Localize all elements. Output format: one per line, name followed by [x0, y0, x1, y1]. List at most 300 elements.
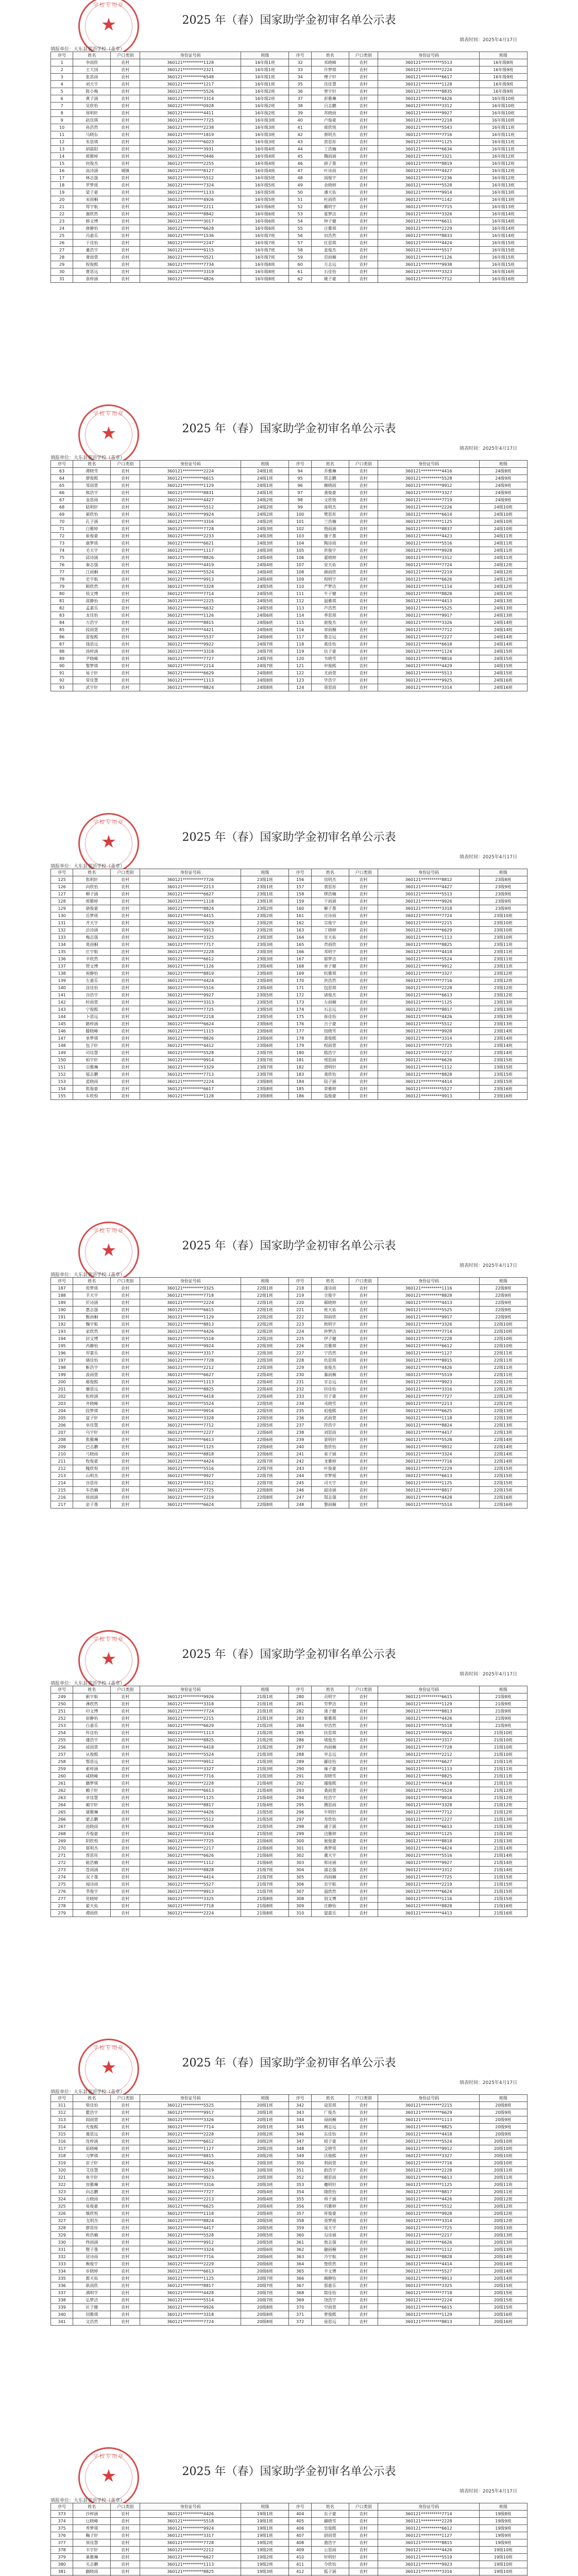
table-cell: 胡晨阳: [73, 146, 111, 153]
table-cell: 360121**********4423: [378, 533, 479, 540]
table-cell: 360121**********5512: [140, 504, 241, 511]
table-cell: 360121**********6628: [140, 225, 241, 232]
table-cell: 朱思琪: [73, 139, 111, 146]
table-cell: 农村: [349, 1357, 378, 1364]
table-row: [51, 2547, 528, 2554]
table-cell: 任思琪: [311, 240, 349, 247]
table-cell: 农村: [111, 1307, 140, 1314]
table-cell: 16年级13班: [479, 189, 527, 196]
table-cell: 263: [51, 1794, 73, 1802]
table-cell: 22级11班: [479, 1350, 527, 1357]
fill-date: 填表时间：2025年4月17日: [459, 38, 517, 43]
table-cell: 360121**********4427: [378, 167, 479, 175]
table-row: [51, 905, 528, 912]
table-row: [51, 1693, 528, 1701]
table-cell: 16年级8班: [479, 59, 527, 66]
table-row: [51, 619, 528, 626]
table-row: [51, 1299, 528, 1307]
table-cell: 农村: [349, 74, 378, 81]
table-cell: 49: [289, 182, 311, 189]
table-cell: 360121**********8813: [378, 2318, 479, 2326]
table-cell: 东佳怡: [311, 2131, 349, 2138]
table-cell: 360121**********7725: [140, 117, 241, 124]
table-cell: 16年级12班: [479, 160, 527, 167]
table-cell: 236: [289, 1415, 311, 1422]
table-cell: 农村: [349, 1910, 378, 1917]
table-cell: 农村: [111, 2116, 140, 2124]
table-cell: 23级10班: [479, 912, 527, 920]
column-header: 户口类别: [349, 1686, 378, 1693]
table-cell: 360121**********8828: [378, 2253, 479, 2261]
table-cell: 农村: [111, 518, 140, 526]
table-cell: 农村: [349, 2109, 378, 2116]
table-cell: 360121**********2224: [378, 2297, 479, 2304]
table-cell: 16年级7班: [241, 247, 289, 254]
table-cell: 22级7班: [241, 1458, 289, 1465]
table-cell: 184: [289, 1078, 311, 1086]
column-header: 姓名: [73, 1686, 111, 1693]
table-cell: 360121**********5524: [378, 956, 479, 963]
table-cell: 254: [51, 1730, 73, 1737]
table-cell: 87: [51, 641, 73, 648]
table-cell: 韦晓雪: [311, 655, 349, 663]
table-cell: 360121**********4415: [140, 912, 241, 920]
table-cell: 崔俊豪: [73, 533, 111, 540]
table-cell: 农村: [349, 204, 378, 211]
table-cell: 24级6班: [241, 612, 289, 619]
table-row: [51, 1903, 528, 1910]
table-cell: 农村: [349, 1386, 378, 1393]
table-cell: 282: [289, 1708, 311, 1715]
table-row: [51, 497, 528, 504]
table-cell: 16年级4班: [241, 146, 289, 153]
table-cell: 360121**********1112: [378, 1064, 479, 1071]
table-cell: 183: [289, 1071, 311, 1078]
table-row: [51, 74, 528, 81]
table-cell: 16年级7班: [241, 232, 289, 240]
table-row: [51, 605, 528, 612]
table-cell: 291: [289, 1773, 311, 1780]
table-cell: 23级14班: [479, 1049, 527, 1057]
table-cell: 农村: [349, 518, 378, 526]
table-cell: 202: [51, 1393, 73, 1400]
table-row: [51, 2189, 528, 2196]
table-cell: 农村: [111, 1903, 140, 1910]
table-cell: 406: [289, 2525, 311, 2532]
table-cell: 厍俊豪: [311, 2210, 349, 2217]
table-row: [51, 992, 528, 999]
table-cell: 24级5班: [241, 583, 289, 590]
table-cell: 居诗雨: [73, 2253, 111, 2261]
table-cell: 24级2班: [241, 504, 289, 511]
table-cell: 73: [51, 540, 73, 547]
table-cell: 邢思雨: [311, 1057, 349, 1064]
table-cell: 234: [289, 1400, 311, 1408]
table-cell: 360121**********1117: [140, 547, 241, 554]
table-cell: 16年级6班: [241, 225, 289, 232]
table-cell: 翟天佑: [73, 1903, 111, 1910]
table-cell: 360121**********3326: [378, 619, 479, 626]
table-cell: 360121**********1113: [140, 1730, 241, 1737]
table-cell: 360121**********3313: [140, 999, 241, 1006]
table-cell: 289: [289, 1758, 311, 1766]
table-cell: 农村: [349, 1371, 378, 1379]
table-cell: 21级1班: [241, 1708, 289, 1715]
table-cell: 24级3班: [241, 533, 289, 540]
table-cell: 237: [289, 1422, 311, 1429]
table-cell: 农村: [111, 1852, 140, 1859]
table-row: [51, 103, 528, 110]
table-cell: 24级5班: [241, 590, 289, 598]
table-cell: 16年级15班: [479, 254, 527, 261]
table-cell: 253: [51, 1722, 73, 1730]
table-cell: 糜思远: [73, 1386, 111, 1393]
page-title: 2025 年（春）国家助学金初审名单公示表: [182, 1648, 396, 1661]
table-cell: 农村: [349, 240, 378, 247]
table-cell: 360121**********9913: [378, 2275, 479, 2282]
table-cell: 380: [51, 2561, 73, 2568]
table-cell: 32: [289, 59, 311, 66]
table-cell: 农村: [349, 1415, 378, 1422]
table-row: [51, 2153, 528, 2160]
table-cell: 农村: [349, 1881, 378, 1888]
table-row: [51, 1751, 528, 1758]
table-row: [51, 634, 528, 641]
table-cell: 360121**********8825: [140, 1737, 241, 1744]
table-row: [51, 1816, 528, 1823]
table-cell: 308: [289, 1895, 311, 1903]
table-cell: 尉雨萱: [311, 2532, 349, 2539]
table-row: [51, 1794, 528, 1802]
table-cell: 农村: [349, 139, 378, 146]
table-cell: 农村: [349, 1693, 378, 1701]
table-cell: 农村: [111, 2145, 140, 2153]
table-cell: 16年级1班: [241, 59, 289, 66]
table-cell: 农村: [111, 2532, 140, 2539]
table-row: [51, 2511, 528, 2518]
table-cell: 丁浩楠: [311, 146, 349, 153]
table-cell: 360121**********4414: [140, 1874, 241, 1881]
table-cell: 223: [289, 1321, 311, 1328]
table-cell: 巩雅婷: [311, 2203, 349, 2210]
table-cell: 农村: [349, 970, 378, 977]
table-cell: 令欣怡: [311, 2561, 349, 2568]
table-cell: 20级2班: [241, 2145, 289, 2153]
table-cell: 农村: [111, 88, 140, 95]
table-cell: 24级14班: [479, 634, 527, 641]
table-cell: 农村: [349, 247, 378, 254]
table-cell: 22: [51, 211, 73, 218]
table-cell: 22级9班: [479, 1314, 527, 1321]
table-cell: 21级12班: [479, 1809, 527, 1816]
table-cell: 360121**********1125: [378, 999, 479, 1006]
table-cell: 农村: [111, 489, 140, 497]
table-cell: 车欣悦: [73, 1093, 111, 1100]
table-cell: 20级4班: [241, 2210, 289, 2217]
table-cell: 360121**********1133: [140, 189, 241, 196]
table-cell: 192: [51, 1321, 73, 1328]
table-cell: 农村: [349, 2174, 378, 2181]
table-cell: 农村: [349, 2116, 378, 2124]
table-cell: 56: [289, 232, 311, 240]
table-cell: 360121**********7724: [140, 2318, 241, 2326]
table-cell: 16年级10班: [479, 117, 527, 124]
table-cell: 24级4班: [241, 554, 289, 562]
table-cell: 360121**********5543: [378, 124, 479, 131]
table-cell: 360121**********6613: [378, 2174, 479, 2181]
table-cell: 蒙志鹏: [73, 1816, 111, 1823]
table-cell: 360121**********5518: [378, 1722, 479, 1730]
table-cell: 360121**********6611: [378, 218, 479, 225]
table-cell: 113: [289, 605, 311, 612]
table-cell: 石佳怡: [311, 268, 349, 276]
table-cell: 374: [51, 2518, 73, 2525]
table-cell: 360121**********2224: [378, 66, 479, 74]
table-cell: 357: [289, 2210, 311, 2217]
table-cell: 24级12班: [479, 583, 527, 590]
table-cell: 21级12班: [479, 1794, 527, 1802]
grant-table: [50, 2094, 528, 2326]
table-cell: 16年级7班: [241, 240, 289, 247]
table-cell: 陈小梅: [73, 88, 111, 95]
table-cell: 农村: [111, 898, 140, 905]
table-cell: 375: [51, 2525, 73, 2532]
table-cell: 农村: [111, 912, 140, 920]
table-row: [51, 1888, 528, 1895]
table-cell: 郁明杰: [73, 1845, 111, 1852]
table-cell: 8: [51, 110, 73, 117]
table-cell: 191: [51, 1314, 73, 1321]
table-row: [51, 1379, 528, 1386]
table-cell: 农村: [111, 211, 140, 218]
table-cell: 农村: [111, 1451, 140, 1458]
table-cell: 满明宇: [73, 2290, 111, 2297]
table-cell: 190: [51, 1307, 73, 1314]
table-cell: 360121**********8815: [378, 1357, 479, 1364]
table-cell: 农村: [349, 1444, 378, 1451]
table-cell: 魏雨涵: [311, 153, 349, 160]
table-cell: 苍雨涵: [73, 1867, 111, 1874]
table-row: [51, 2217, 528, 2225]
table-cell: 319: [51, 2160, 73, 2167]
table-row: [51, 2138, 528, 2145]
table-cell: 405: [289, 2518, 311, 2525]
table-cell: 23级16班: [479, 1086, 527, 1093]
table-cell: 360121**********8828: [378, 590, 479, 598]
table-cell: 340: [51, 2311, 73, 2318]
table-cell: 108: [289, 569, 311, 576]
table-cell: 16年级9班: [479, 74, 527, 81]
table-cell: 16年级14班: [479, 232, 527, 240]
table-cell: 农村: [349, 547, 378, 554]
table-cell: 农村: [349, 941, 378, 948]
table-cell: 112: [289, 598, 311, 605]
table-cell: 邓晓峰: [311, 59, 349, 66]
table-cell: 215: [51, 1487, 73, 1494]
table-cell: 245: [289, 1480, 311, 1487]
table-cell: 鲁志远: [311, 634, 349, 641]
table-cell: 农村: [349, 2167, 378, 2174]
table-cell: 186: [289, 1093, 311, 1100]
table-cell: 倪明宇: [311, 576, 349, 583]
table-cell: 沿诗涵: [73, 927, 111, 934]
table-cell: 21级12班: [479, 1787, 527, 1794]
table-cell: 235: [289, 1408, 311, 1415]
table-cell: 369: [289, 2297, 311, 2304]
table-cell: 劳梦洁: [311, 1701, 349, 1708]
table-cell: 21级11班: [479, 1773, 527, 1780]
table-cell: 农村: [111, 598, 140, 605]
table-cell: 24级7班: [241, 655, 289, 663]
table-cell: 164: [289, 934, 311, 941]
table-cell: 关志鹏: [73, 2561, 111, 2568]
table-cell: 阚静怡: [311, 2275, 349, 2282]
table-cell: 23级8班: [241, 1093, 289, 1100]
table-cell: 360121**********8828: [378, 1071, 479, 1078]
column-header: 序号: [51, 2503, 73, 2511]
table-cell: 文欣悦: [311, 497, 349, 504]
table-cell: 璩俊熙: [311, 1780, 349, 1787]
table-row: [51, 1823, 528, 1831]
table-cell: 16年级14班: [479, 211, 527, 218]
table-cell: 农村: [349, 977, 378, 985]
table-cell: 李雨欣: [73, 59, 111, 66]
column-header: 班级: [241, 461, 289, 468]
table-cell: 20级7班: [241, 2282, 289, 2290]
table-cell: 农村: [111, 1758, 140, 1766]
table-cell: 燕梦瑶: [311, 1845, 349, 1852]
table-cell: 廖思彤: [73, 2225, 111, 2232]
table-cell: 22级16班: [479, 1494, 527, 1501]
table-cell: 360121**********6624: [140, 1501, 241, 1509]
table-cell: 360121**********5512: [140, 175, 241, 182]
table-cell: 农村: [111, 1379, 140, 1386]
table-cell: 138: [51, 970, 73, 977]
table-cell: 24级2班: [241, 497, 289, 504]
table-cell: 84: [51, 619, 73, 626]
column-header: 姓名: [73, 2095, 111, 2102]
table-cell: 24级13班: [479, 598, 527, 605]
table-cell: 黎雨桐: [311, 1501, 349, 1509]
table-cell: 16年级13班: [479, 182, 527, 189]
table-cell: 373: [51, 2511, 73, 2518]
table-cell: 班天佑: [311, 1307, 349, 1314]
table-cell: 农村: [111, 1292, 140, 1299]
table-cell: 景明轩: [311, 1436, 349, 1444]
table-cell: 360121**********4411: [140, 110, 241, 117]
table-cell: 农村: [111, 2167, 140, 2174]
table-cell: 16年级12班: [479, 175, 527, 182]
column-header: 户口类别: [349, 1278, 378, 1285]
table-cell: 农村: [349, 175, 378, 182]
table-cell: 沃俊熙: [311, 2153, 349, 2160]
table-cell: 边雅婷: [311, 1831, 349, 1838]
table-cell: 360121**********4426: [378, 2196, 479, 2203]
table-cell: 98: [289, 497, 311, 504]
table-cell: 农村: [349, 1314, 378, 1321]
table-cell: 360121**********2233: [140, 533, 241, 540]
table-cell: 151: [51, 1064, 73, 1071]
table-cell: 陆子涵: [311, 1078, 349, 1086]
table-cell: 农村: [111, 2525, 140, 2532]
table-cell: 325: [51, 2203, 73, 2210]
table-cell: 农村: [349, 1715, 378, 1722]
table-cell: 360121**********7718: [140, 1292, 241, 1299]
table-row: [51, 2167, 528, 2174]
table-cell: 汤梓涵: [73, 648, 111, 655]
fill-date: 填表时间：2025年4月17日: [459, 2489, 517, 2494]
table-cell: 21级4班: [241, 1780, 289, 1787]
table-cell: 21级4班: [241, 1802, 289, 1809]
table-cell: 芮静怡: [73, 1343, 111, 1350]
table-cell: 农村: [111, 1357, 140, 1364]
table-cell: 360121**********3324: [378, 1451, 479, 1458]
table-cell: 360121**********4418: [378, 2131, 479, 2138]
table-cell: 360121**********4417: [378, 1429, 479, 1436]
table-cell: 曾俊熙: [311, 2311, 349, 2318]
table-cell: 24级9班: [479, 489, 527, 497]
page-title: 2025 年（春）国家助学金初审名单公示表: [182, 2057, 396, 2070]
table-cell: 23级9班: [479, 898, 527, 905]
table-cell: 360121**********6612: [140, 2138, 241, 2145]
table-cell: 农村: [111, 1408, 140, 1415]
table-cell: 裴欣怡: [311, 1071, 349, 1078]
table-cell: 208: [51, 1436, 73, 1444]
table-cell: 146: [51, 1028, 73, 1035]
table-cell: 农村: [349, 2554, 378, 2561]
table-cell: 360121**********2224: [140, 468, 241, 475]
table-cell: 22级6班: [241, 1436, 289, 1444]
table-cell: 汪雅琪: [311, 225, 349, 232]
table-cell: 全俊宇: [311, 1292, 349, 1299]
table-row: [51, 2102, 528, 2109]
table-cell: 60: [289, 261, 311, 268]
table-cell: 16年级9班: [479, 66, 527, 74]
table-cell: 22级1班: [241, 1299, 289, 1307]
table-row: [51, 518, 528, 526]
column-header: 序号: [289, 52, 311, 59]
table-cell: 410: [289, 2554, 311, 2561]
table-row: [51, 1910, 528, 1917]
table-cell: 360121**********9926: [140, 1693, 241, 1701]
table-cell: 农村: [111, 956, 140, 963]
table-cell: 农村: [349, 2145, 378, 2153]
table-cell: 360121**********2227: [378, 1816, 479, 1823]
table-cell: 360121**********7716: [140, 2253, 241, 2261]
table-cell: 360121**********1125: [378, 139, 479, 146]
table-cell: 农村: [349, 648, 378, 655]
table-cell: 21级11班: [479, 1758, 527, 1766]
table-cell: 王大国: [73, 66, 111, 74]
table-cell: 21: [51, 204, 73, 211]
table-cell: 谷浩宇: [73, 992, 111, 999]
table-cell: 315: [51, 2131, 73, 2138]
table-cell: 22级8班: [241, 1494, 289, 1501]
table-cell: 408: [289, 2539, 311, 2547]
table-cell: 16年级1班: [241, 81, 289, 88]
table-cell: 郭雅婷: [73, 153, 111, 160]
table-cell: 24级15班: [479, 670, 527, 677]
table-cell: 农村: [349, 2511, 378, 2518]
table-cell: 242: [289, 1458, 311, 1465]
table-row: [51, 2239, 528, 2246]
table-cell: 297: [289, 1816, 311, 1823]
table-cell: 钮晓雪: [311, 1028, 349, 1035]
table-cell: 23级2班: [241, 927, 289, 934]
table-cell: 农村: [349, 1335, 378, 1343]
table-cell: 农村: [111, 1429, 140, 1436]
table-cell: 360121**********2218: [140, 1013, 241, 1021]
